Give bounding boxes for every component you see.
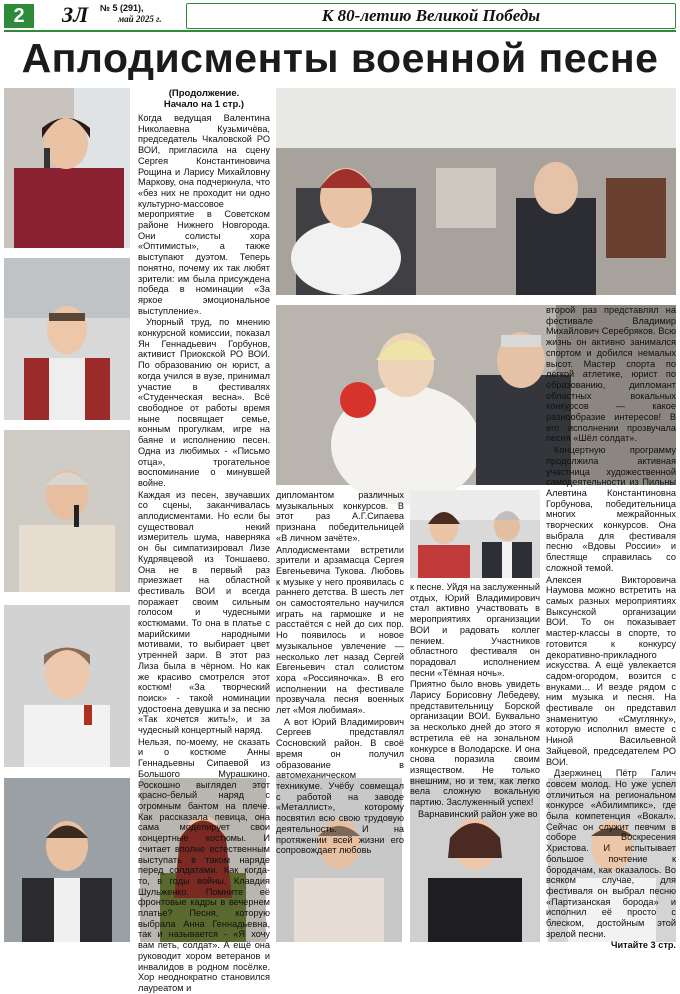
article-title: Аплодисменты военной песне [21,35,659,81]
article-column-2 [276,490,404,856]
rubric-banner: К 80-летию Великой Победы [186,3,676,29]
photo-singer-1 [4,88,130,248]
paragraph: Дзержинец Пётр Галич совсем молод. Но уже успел отличиться на региональном конкурсе «Абилимпикс», где была компетенция «Вокал». Сейчас он служит певчим в соборе Воскресения Христова. И испытывает большое почтение к бородачам, как оказалось. Во всяком случае, для фестиваля он выбрал песню «Партизанская борода» и исполнил её просто с блеском, достойным этой зрелой песни. [546,768,676,939]
issue-date: май 2025 г. [118,14,162,24]
paragraph: А вот Юрий Владимирович Сергеев представлял Сосновский район. В своё время он получил образование в автомеханическом техникуме. Учёбу совмещал с работой на заводе «Металлист», которому посвятил всю свою трудовую деятельность. И на протяжении всей жизни его сопровождает любовь [276,716,404,856]
paragraph: Каждая из песен, звучавших со сцены, заканчивалась аплодисментами. Но если бы существовал некий измеритель шума, наверняка он бы симпатизировал Лизе Кудрявцевой из Тоншаево. Она не в первый раз приезжает на областной фестиваль ВОИ и всегда поражает своим сильным голосом и чудесными костюмами. То она в платье с марийскими народными мотивами, то выбирает цвет утренней зари. В этот раз Лиза была в чёрном. Но как же красиво смотрелся этот костюм! «За творческий поиск» - такой номинации удостоена девушка и за песню «Так хочется жить!», и за чудесный концертный наряд. [138,489,270,736]
article-column-4 [546,305,676,951]
photo-audience [276,88,676,295]
page-number: 2 [4,4,34,28]
article-column-3 [410,582,540,819]
newspaper-logo: ЗЛ [62,2,89,27]
photo-singer-2 [4,258,130,420]
photo-bottom-1 [4,778,130,942]
paragraph: Аплодисментами встретили зрители и арзамасца Сергея Евгеньевича Тукова. Любовь к музыке у него проявилась с раннего детства. В шесть лет он самостоятельно научился играть на гармошке и не расстаётся с ней до сих пор. Но появилось и новое музыкальное увлечение — несколько лет назад Сергей Евгеньевич стал солистом хора «Россияночка». В его исполнении на фестивале прозвучала песня военных лет «Моя любимая». [276,544,404,716]
paragraph: Упорный труд, по мнению конкурсной комиссии, показал Ян Геннадьевич Горбунов, активист Приокской РО ВОИ. По образованию он юрист, а когда учился в вузе, принимал участие в фестивалях «Студенческая весна». Всё свободное от работы время ныне посвящает семье, конным прогулкам, игре на баяне и исполнению песен. Одна из любимых - «Письмо отца», трогательное воспоминание о минувшей войне. [138,317,270,488]
paragraph: Нельзя, по-моему, не сказать и о костюме Анны Геннадьевны Сипаевой из Большого Мурашкино. Роскошно выглядел этот красно-белый наряд с огромным бантом на плече. Как рассказала певица, она сама моделирует свои концертные костюмы. И считает вполне естественным выступать в таком наряде перед солдатами. Как когда-то, в годы войны, Клавдия Шульженко. Помните её фронтовые кадры в вечернем платье? Песня, которую выбрала Анна Геннадьевна, так и называется - «Я хочу вам петь, солдат». А ещё она руководит хором ветеранов и инвалидов в родном посёлке. Хор неоднократно становился лауреатом и [138,736,270,993]
paragraph: к песне. Уйдя на заслуженный отдых, Юрий Владимирович стал активно участвовать в мероприятиях организации ВОИ и радовать коллег пением. Участников областного фестиваля он порадовал исполнением песни «Тёмная ночь». [410,582,540,678]
paragraph: Когда ведущая Валентина Николаевна Кузьмичёва, председатель Чкаловской РО ВОИ, пригласила на сцену Сергея Константиновича Рощина и Ларису Михайловну Маркову, она подчеркнула, что «без них не проходит ни одно культурно-массовое мероприятие в Советском районе Нижнего Новгорода. Они солисты хора «Оптимисты», а также выступают дуэтом. Теперь понятно, почему их так любят зрители: им была присуждена победа в номинации «За яркое эмоциональное выступление». [138,113,270,316]
issue-number: № 5 (291), [100,3,144,13]
paragraph: Варнавинский район уже во [418,808,538,819]
paragraph: Алексея Викторовича Наумова можно встретить на самых разных мероприятиях Выксунской организации ВОИ. То он показывает мастер-классы в спорте, то готовится к конкурсу декоративно-прикладного искусства. А ещё увлекается садом-огородом, возится с внуками… И везде рядом с ним музыка и песня. На фестивале он представил знаменитую «Смуглянку», которую исполнил вместе с Ниной Васильевной Зайцевой, председателем РО ВОИ. [546,574,676,767]
article-column-1 [138,88,270,993]
photo-singer-3 [4,430,130,592]
paragraph: дипломантом различных музыкальных конкурсов. В этот раз А.Г.Сипаева признана победительницей «В личном зачёте». [276,490,404,543]
paragraph: Концертную программу продолжила активная участница художественной самодеятельности из Пильны Алевтина Константиновна Горбунова, победительница многих межрайонных творческих конкурсов. Она выбрала для фестиваля песню «Вдовы России» и блестяще справилась со сложной темой. [546,445,676,573]
header-divider [4,30,676,32]
paragraph: второй раз представлял на фестивале Владимир Михайлович Серебряков. Всю жизнь он активно занимался спортом и добился немалых высот. Мастер спорта по лёгкой атлетике, юрист по образованию, дипломант областных вокальных конкурсов — какое разнообразие интересов! В его исполнении прозвучала песня «Шёл солдат». [546,305,676,444]
paragraph: Приятно было вновь увидеть Ларису Борисовну Лебедеву, представительницу Борской организации ВОИ. Буквально за несколько дней до этого я встретила её на зональном конкурсе в Володарске. И она снова поразила своим изяществом. Не только внешним, но и тем, как легко вела сложную вокальную партию. Заслуженный успех! [410,679,540,808]
photo-singer-4 [4,605,130,767]
continue-on-page: Читайте 3 стр. [611,940,676,951]
photo-duet [410,490,540,578]
continuation-note: (Продолжение. Начало на 1 стр.) [163,88,245,110]
